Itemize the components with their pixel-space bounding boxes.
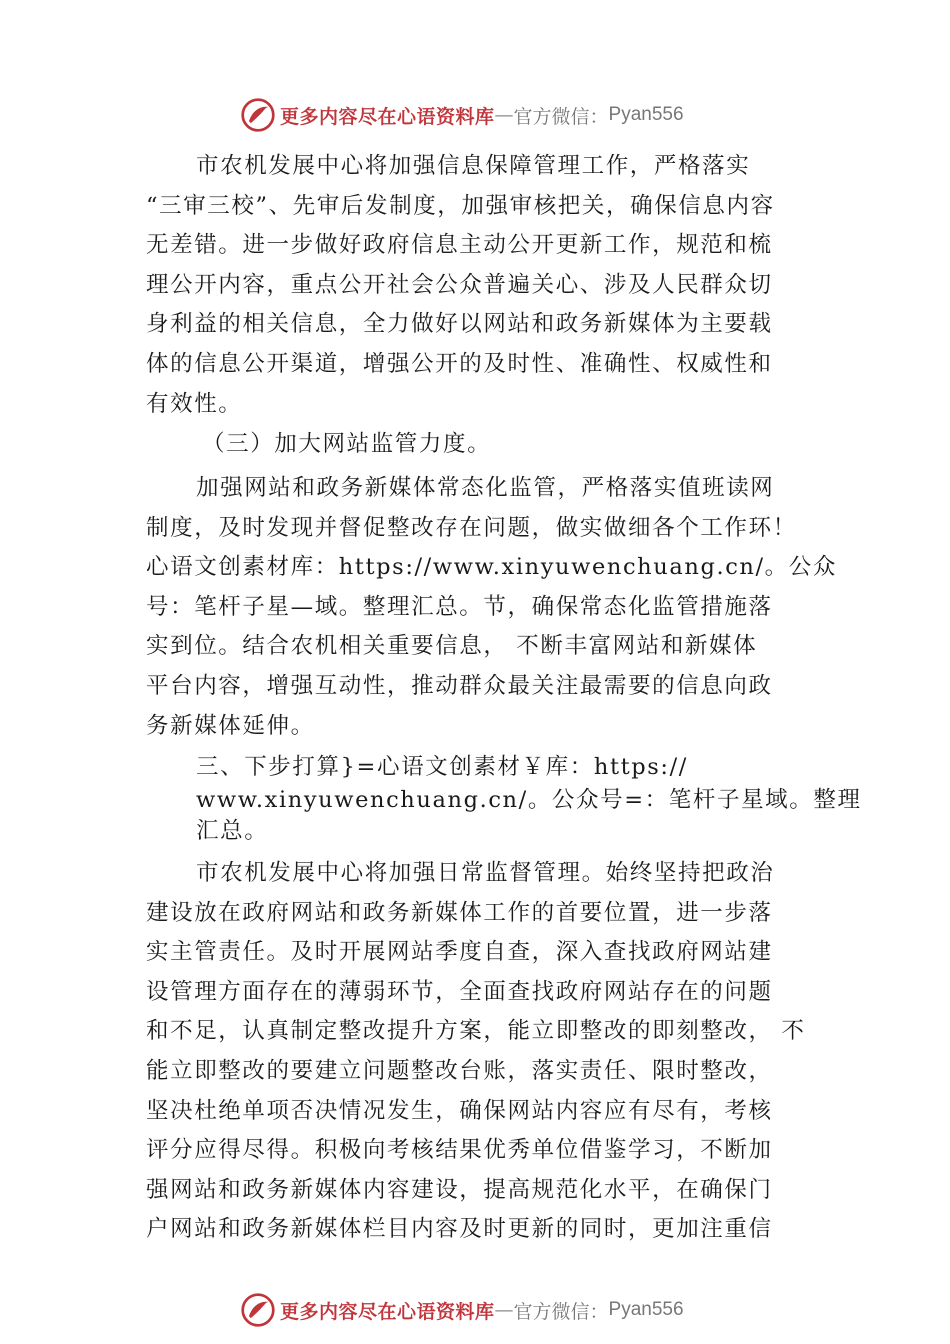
banner-wechat-id: Pyan556	[608, 104, 684, 125]
text-line: 汇总。	[196, 818, 269, 844]
banner-wechat-id: Pyan556	[608, 1299, 684, 1320]
text-line: 体的信息公开渠道，增强公开的及时性、准确性、权威性和	[146, 350, 773, 377]
text-line: “三审三校”、先审后发制度，加强审核把关，确保信息内容	[146, 192, 775, 219]
text-line: 坚决杜绝单项否决情况发生，确保网站内容应有尽有，考核	[146, 1097, 773, 1124]
text-line: 市农机发展中心将加强信息保障管理工作，严格落实	[196, 153, 751, 179]
banner-title: 更多内容尽在心语资料库	[280, 105, 495, 128]
text-line: www.xinyuwenchuang.cn/。公众号=：笔杆子星域。整理	[196, 787, 862, 813]
text-line: 实主管责任。及时开展网站季度自查，深入查找政府网站建	[146, 939, 773, 966]
banner-title: 更多内容尽在心语资料库	[280, 1300, 495, 1323]
text-line: 务新媒体延伸。	[146, 712, 315, 739]
text-line: 实到位。结合农机相关重要信息， 不断丰富网站和新媒体	[146, 633, 758, 660]
section-heading	[146, 425, 836, 465]
logo-icon	[240, 97, 276, 133]
paragraph-3	[146, 854, 836, 1250]
text-line: 和不足，认真制定整改提升方案，能立即整改的即刻整改， 不	[146, 1018, 806, 1045]
banner-dash: —	[494, 104, 514, 126]
text-line: 有效性。	[146, 390, 243, 417]
banner-wechat-label: 官方微信：	[513, 1300, 609, 1323]
paragraph-2	[146, 469, 836, 746]
section-3-heading	[146, 749, 862, 847]
header-banner	[240, 95, 760, 135]
banner-dash: —	[494, 1299, 514, 1321]
heading-line: （三）加大网站监管力度。	[202, 431, 492, 457]
text-line: 平台内容，增强互动性，推动群众最关注最需要的信息向政	[146, 672, 773, 699]
text-line: 无差错。进一步做好政府信息主动公开更新工作，规范和梳	[146, 232, 773, 259]
text-line: 市农机发展中心将加强日常监督管理。始终坚持把政治	[196, 860, 775, 886]
text-line: 心语文创素材库：https://www.xinyuwenchuang.cn/。公众	[146, 554, 837, 581]
text-line: 能立即整改的要建立问题整改台账，落实责任、限时整改，	[146, 1057, 773, 1084]
text-line: 设管理方面存在的薄弱环节，全面查找政府网站存在的问题	[146, 978, 773, 1005]
text-line: 号：笔杆子星—域。整理汇总。节，确保常态化监管措施落	[146, 593, 773, 620]
text-line: 户网站和政务新媒体栏目内容及时更新的同时，更加注重信	[146, 1216, 773, 1243]
banner-wechat-label: 官方微信：	[513, 105, 609, 128]
paragraph-1	[146, 147, 836, 424]
text-line: 身利益的相关信息，全力做好以网站和政务新媒体为主要载	[146, 311, 773, 338]
text-line: 三、下步打算}=心语文创素材￥库：https://	[196, 754, 688, 780]
text-line: 制度，及时发现并督促整改存在问题，做实做细各个工作环！	[146, 514, 797, 541]
logo-icon	[240, 1292, 276, 1328]
text-line: 理公开内容，重点公开社会公众普遍关心、涉及人民群众切	[146, 271, 773, 298]
text-line: 强网站和政务新媒体内容建设，提高规范化水平，在确保门	[146, 1176, 773, 1203]
footer-banner	[240, 1290, 760, 1330]
text-line: 评分应得尽得。积极向考核结果优秀单位借鉴学习，不断加	[146, 1137, 773, 1164]
text-line: 加强网站和政务新媒体常态化监管，严格落实值班读网	[196, 475, 775, 501]
text-line: 建设放在政府网站和政务新媒体工作的首要位置，进一步落	[146, 899, 773, 926]
